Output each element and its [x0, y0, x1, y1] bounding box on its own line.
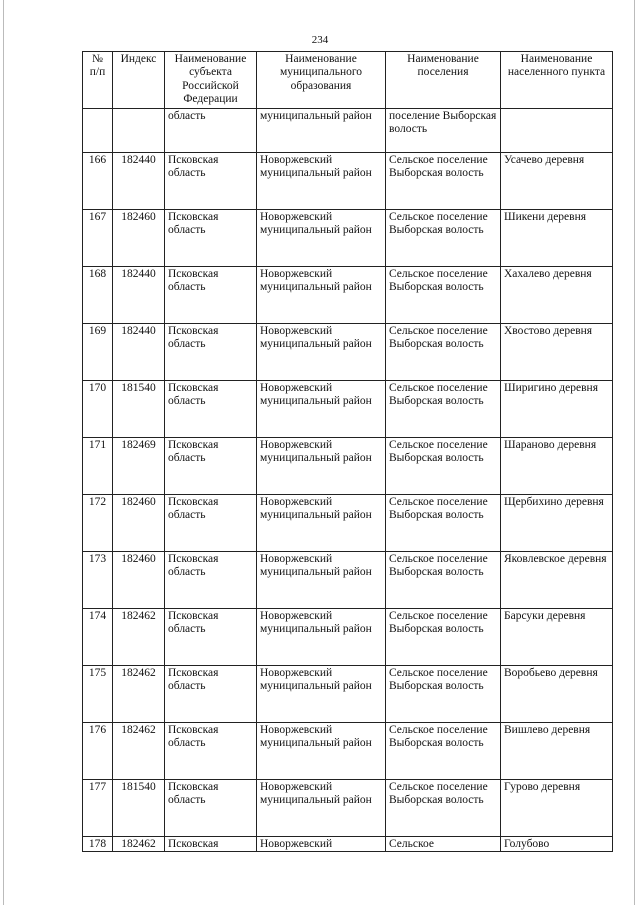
cell-settlement: Сельское поселение Выборская волость: [386, 324, 501, 381]
cell-subject: Псковская область: [165, 609, 257, 666]
header-index: Индекс: [113, 52, 165, 109]
cell-settlement: Сельское поселение Выборская волость: [386, 552, 501, 609]
cell-locality: Барсуки деревня: [501, 609, 613, 666]
cell-index: 182462: [113, 666, 165, 723]
cell-municipal: Новоржевский муниципальный район: [257, 609, 386, 666]
cell-municipal: Новоржевский муниципальный район: [257, 495, 386, 552]
cell-index: 182440: [113, 153, 165, 210]
cell-settlement: Сельское поселение Выборская волость: [386, 267, 501, 324]
cell-municipal: Новоржевский муниципальный район: [257, 381, 386, 438]
cell-municipal: Новоржевский муниципальный район: [257, 780, 386, 837]
cell-municipal: Новоржевский муниципальный район: [257, 438, 386, 495]
right-page-edge: [634, 0, 635, 905]
table-row: [83, 267, 613, 324]
cell-num: 175: [83, 666, 113, 723]
cell-index: 182462: [113, 723, 165, 780]
header-subject: Наименование субъекта Российской Федерации: [165, 52, 257, 109]
cell-index: 181540: [113, 780, 165, 837]
cell-num: 172: [83, 495, 113, 552]
cell-locality: Усачево деревня: [501, 153, 613, 210]
cell-subject: Псковская область: [165, 552, 257, 609]
cell-index: 182462: [113, 609, 165, 666]
cell-settlement: Сельское поселение Выборская волость: [386, 438, 501, 495]
cell-num: 178: [83, 837, 113, 852]
cell-settlement: Сельское поселение Выборская волость: [386, 495, 501, 552]
cell-municipal: Новоржевский муниципальный район: [257, 267, 386, 324]
cell-num: [83, 109, 113, 153]
cell-num: 176: [83, 723, 113, 780]
cell-index: 181540: [113, 381, 165, 438]
table-row: [83, 609, 613, 666]
header-num: № п/п: [83, 52, 113, 109]
left-page-edge: [3, 0, 4, 905]
cell-subject: Псковская область: [165, 324, 257, 381]
cell-locality: Хвостово деревня: [501, 324, 613, 381]
cell-locality: Гурово деревня: [501, 780, 613, 837]
localities-table: [82, 51, 613, 852]
cell-num: 166: [83, 153, 113, 210]
cell-num: 177: [83, 780, 113, 837]
cell-subject: Псковская область: [165, 780, 257, 837]
cell-settlement: поселение Выборская волость: [386, 109, 501, 153]
table-row: [83, 324, 613, 381]
cell-subject: область: [165, 109, 257, 153]
cell-subject: Псковская область: [165, 267, 257, 324]
cell-municipal: Новоржевский муниципальный район: [257, 666, 386, 723]
continuation-row: [83, 109, 613, 153]
table-row: [83, 153, 613, 210]
table-row: [83, 780, 613, 837]
header-municipal: Наименование муниципального образования: [257, 52, 386, 109]
cell-index: 182460: [113, 210, 165, 267]
cell-subject: Псковская область: [165, 666, 257, 723]
cell-num: 167: [83, 210, 113, 267]
cell-locality: Яковлевское деревня: [501, 552, 613, 609]
table-row: [83, 210, 613, 267]
cell-municipal: Новоржевский муниципальный район: [257, 153, 386, 210]
table-row: [83, 723, 613, 780]
cell-locality: [501, 109, 613, 153]
cell-index: [113, 109, 165, 153]
cell-municipal: Новоржевский муниципальный район: [257, 324, 386, 381]
cell-settlement: Сельское поселение Выборская волость: [386, 381, 501, 438]
cell-num: 173: [83, 552, 113, 609]
cell-locality: Шараново деревня: [501, 438, 613, 495]
cell-settlement: Сельское поселение Выборская волость: [386, 609, 501, 666]
cell-locality: Ширигино деревня: [501, 381, 613, 438]
table-row: [83, 381, 613, 438]
table-row: [83, 666, 613, 723]
cell-settlement: Сельское: [386, 837, 501, 852]
cell-subject: Псковская область: [165, 438, 257, 495]
table-header-row: [83, 52, 613, 109]
cell-municipal: Новоржевский муниципальный район: [257, 723, 386, 780]
cell-subject: Псковская область: [165, 723, 257, 780]
cell-settlement: Сельское поселение Выборская волость: [386, 210, 501, 267]
cell-subject: Псковская область: [165, 381, 257, 438]
table-row: [83, 837, 613, 852]
cell-locality: Хахалево деревня: [501, 267, 613, 324]
cell-locality: Щербихино деревня: [501, 495, 613, 552]
cell-index: 182460: [113, 552, 165, 609]
table-row: [83, 552, 613, 609]
cell-num: 168: [83, 267, 113, 324]
cell-settlement: Сельское поселение Выборская волость: [386, 153, 501, 210]
cell-settlement: Сельское поселение Выборская волость: [386, 666, 501, 723]
cell-subject: Псковская область: [165, 495, 257, 552]
cell-index: 182460: [113, 495, 165, 552]
table-row: [83, 438, 613, 495]
header-settlement: Наименование поселения: [386, 52, 501, 109]
cell-index: 182440: [113, 324, 165, 381]
cell-subject: Псковская область: [165, 153, 257, 210]
cell-municipal: Новоржевский муниципальный район: [257, 210, 386, 267]
cell-index: 182440: [113, 267, 165, 324]
cell-num: 174: [83, 609, 113, 666]
table-row: [83, 495, 613, 552]
cell-locality: Шикени деревня: [501, 210, 613, 267]
cell-locality: Воробьево деревня: [501, 666, 613, 723]
cell-index: 182462: [113, 837, 165, 852]
cell-settlement: Сельское поселение Выборская волость: [386, 780, 501, 837]
cell-municipal: Новоржевский муниципальный район: [257, 552, 386, 609]
cell-locality: Вишлево деревня: [501, 723, 613, 780]
cell-subject: Псковская: [165, 837, 257, 852]
cell-municipal: Новоржевский: [257, 837, 386, 852]
cell-settlement: Сельское поселение Выборская волость: [386, 723, 501, 780]
cell-municipal: муниципальный район: [257, 109, 386, 153]
cell-index: 182469: [113, 438, 165, 495]
page-number: 234: [311, 34, 329, 46]
cell-subject: Псковская область: [165, 210, 257, 267]
cell-locality: Голубово: [501, 837, 613, 852]
cell-num: 170: [83, 381, 113, 438]
cell-num: 171: [83, 438, 113, 495]
header-locality: Наименование населенного пункта: [501, 52, 613, 109]
cell-num: 169: [83, 324, 113, 381]
